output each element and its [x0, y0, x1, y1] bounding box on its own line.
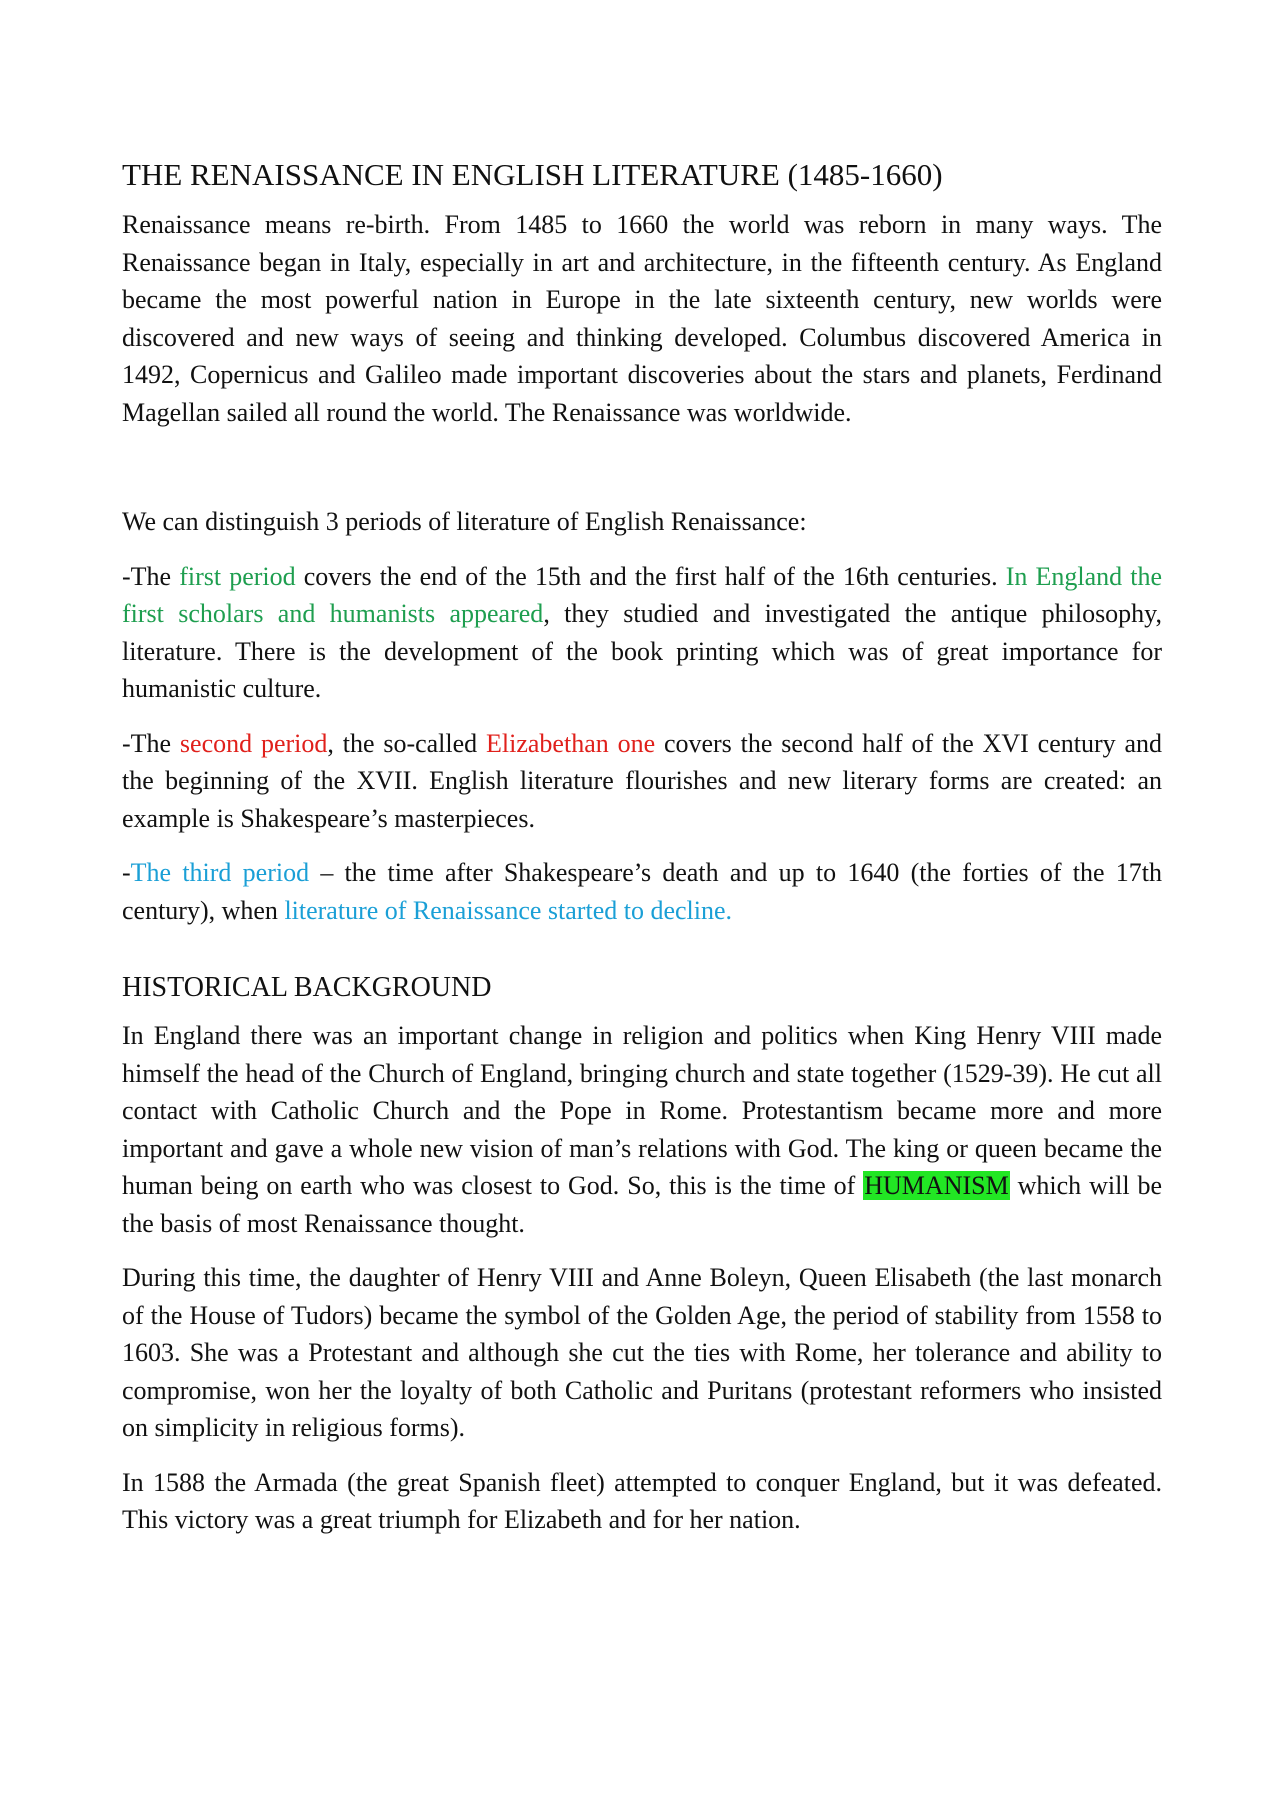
third-period-label: The third period [130, 858, 310, 887]
periods-intro-paragraph: We can distinguish 3 periods of literature of English Renaissance: [122, 507, 807, 536]
second-period-label: second period [179, 728, 328, 758]
second-period-text: , the so-called [327, 728, 487, 758]
document-title: THE RENAISSANCE IN ENGLISH LITERATURE (1485-1660) [122, 157, 943, 192]
history-1-rest: which will be the basis of most Renaissance thought. [122, 1171, 1163, 1238]
first-period-prefix: -The [122, 561, 180, 591]
third-period-paragraph [122, 854, 1162, 929]
second-period-rest: covers the second half of the XVI century and the beginning of the XVII. English literature flourishes and new literary forms are created: an example is Shakespeare’s masterpieces. [122, 728, 1163, 833]
first-period-text: covers the end of the 15th and the first half of the 16th centuries. [295, 561, 1006, 591]
first-period-paragraph [122, 558, 1162, 708]
second-period-paragraph [122, 725, 1162, 838]
history-1-text: In England there was an important change in religion and politics when King Henry VIII made himself the head of the Church of England, bringing church and state together (1529-39). He cut all contact with Catholic Church and the Pope in Rome. Protestantism became more and more important and gave a whole new vision of man’s relations with God. The king or queen became the human being on earth who was closest to God. So, this is the time of [122, 1021, 1162, 1200]
first-period-highlight: In England the first scholars and humanists appeared [122, 561, 1162, 628]
third-period-text: – the time after Shakespeare’s death and up to 1640 (the forties of the 17th century), when [122, 858, 1162, 925]
blank-line [122, 448, 1162, 503]
history-paragraph-2: During this time, the daughter of Henry VIII and Anne Boleyn, Queen Elisabeth (the last monarch of the House of Tudors) became the symbol of the Golden Age, the period of stability from 1558 to 1603. She was a Protestant and although she cut the ties with Rome, her tolerance and ability to compromise, won her the loyalty of both Catholic and Puritans (protestant reformers who insisted on simplicity in religious forms). [122, 1263, 1162, 1442]
document-page [122, 152, 1162, 1556]
second-period-prefix: -The [122, 728, 180, 758]
history-paragraph-3: In 1588 the Armada (the great Spanish fleet) attempted to conquer England, but it was defeated. This victory was a great triumph for Elizabeth and for her nation. [122, 1467, 1162, 1534]
second-period-highlight: Elizabethan one [486, 728, 656, 758]
intro-paragraph: Renaissance means re-birth. From 1485 to 1660 the world was reborn in many ways. The Renaissance began in Italy, especially in art and architecture, in the fifteenth century. As England became the most powerful nation in Europe in the late sixteenth century, new worlds were discovered and new ways of seeing and thinking developed. Columbus discovered America in 1492, Copernicus and Galileo made important discoveries about the stars and planets, Ferdinand Magellan sailed all round the world. The Renaissance was worldwide. [122, 210, 1162, 427]
third-period-prefix: - [122, 858, 131, 887]
humanism-highlight: HUMANISM [864, 1171, 1009, 1200]
history-paragraph-1 [122, 1017, 1162, 1242]
first-period-rest: , they studied and investigated the antique philosophy, literature. There is the development of the book printing which was of great importance for humanistic culture. [122, 599, 1162, 703]
third-period-highlight: literature of Renaissance started to decline. [284, 895, 733, 925]
first-period-label: first period [179, 561, 296, 591]
historical-background-heading: HISTORICAL BACKGROUND [122, 972, 492, 1003]
